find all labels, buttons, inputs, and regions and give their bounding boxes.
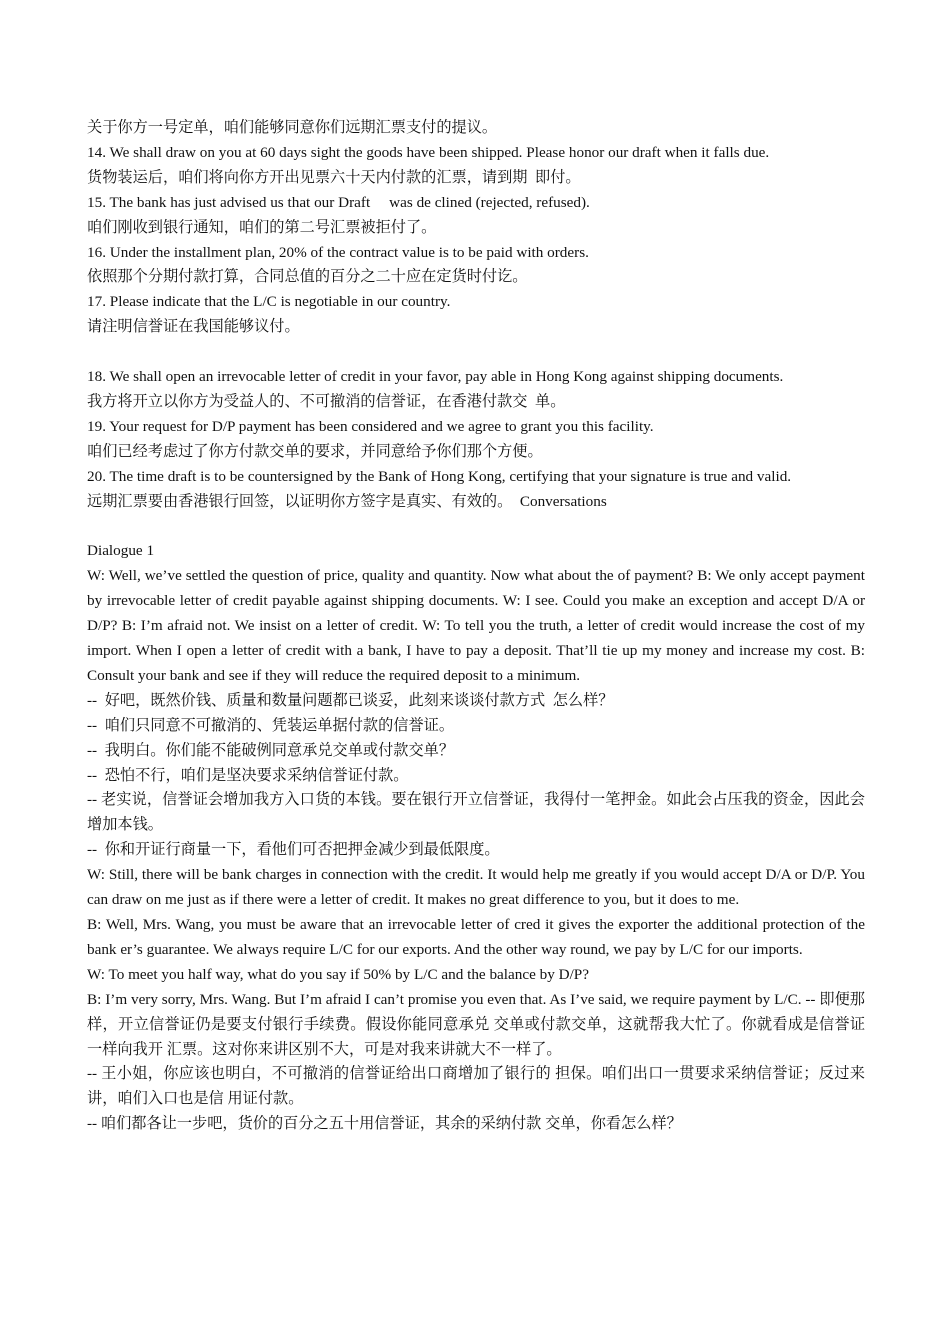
dialogue-heading: Dialogue 1 [87,542,155,560]
dialogue-chinese-line: -- 好吧，既然价钱、质量和数量问题都已谈妥，此刻来谈谈付款方式 怎么样？ [87,691,614,709]
dialogue-chinese-paragraph: -- 老实说，信誉证会增加我方入口货的本钱。要在银行开立信誉证，我得付一笔押金。如此会占压我的资金，因此会增加本钱。 [87,791,865,834]
translation-line: 咱们刚收到银行通知，咱们的第二号汇票被拒付了。 [87,218,437,236]
dialogue-chinese-paragraph: -- 王小姐，你应该也明白，不可撤消的信誉证给出口商增加了银行的 担保。咱们出口一贯要求采纳信誉证；反过来讲，咱们入口也是信 用证付款。 [87,1065,865,1108]
dialogue-english-paragraph: W: Still, there will be bank charges in connection with the credit. It would help me greatly if you would accept D/A or D/P. You can draw on me just as if there were a letter of credit. It makes no great difference to you, but it does to me. [87,866,865,909]
translation-line: 关于你方一号定单，咱们能够同意你们远期汇票支付的提议。 [87,119,498,136]
dialogue-chinese-line: -- 咱们只同意不可撤消的、凭装运单据付款的信誉证。 [87,716,455,734]
sentence-15: 15. The bank has just advised us that our Draft was de clined (rejected, refused). [87,193,590,211]
sentence-block-1 [87,116,865,340]
sentence-block-2 [87,365,865,514]
dialogue-english-paragraph: W: To meet you half way, what do you say if 50% by L/C and the balance by D/P? [87,965,589,983]
document-page [87,116,865,1137]
sentence-19: 19. Your request for D/P payment has been considered and we agree to grant you this facility. [87,417,654,435]
sentence-18: 18. We shall open an irrevocable letter of credit in your favor, pay able in Hong Kong against shipping documents. [87,368,784,386]
dialogue-section [87,539,865,1137]
sentence-14: 14. We shall draw on you at 60 days sight the goods have been shipped. Please honor our draft when it falls due. [87,143,770,161]
blank-line [87,514,865,539]
dialogue-english-paragraph: W: Well, we’ve settled the question of price, quality and quantity. Now what about the of payment? B: We only accept payment by irrevocable letter of credit payable against shipping documents. W: I see. Could you make an exception and accept D/A or D/P? B: I’m afraid not. We insist on a letter of credit. W: To tell you the truth, a letter of credit would increase the cost of my import. When I open a letter of credit with a bank, I have to pay a deposit. That’ll tie up my money and increase my cost. B: Consult your bank and see if they will reduce the required deposit to a minimum. [87,567,865,684]
dialogue-chinese-line: -- 恐怕不行，咱们是坚决要求采纳信誉证付款。 [87,766,409,784]
translation-line: 依照那个分期付款打算，合同总值的百分之二十应在定货时付讫。 [87,268,528,286]
sentence-16: 16. Under the installment plan, 20% of the contract value is to be paid with orders. [87,243,589,261]
dialogue-english-paragraph: B: Well, Mrs. Wang, you must be aware that an irrevocable letter of cred it gives the exporter the additional protection of the bank er’s guarantee. We always require L/C for our exports. And the other way round, we pay by L/C for our imports. [87,915,865,958]
blank-line [87,340,865,365]
translation-line: 远期汇票要由香港银行回签，以证明你方签字是真实、有效的。 Conversations [87,492,607,510]
translation-line: 我方将开立以你方为受益人的、不可撤消的信誉证，在香港付款交 单。 [87,392,566,410]
sentence-17: 17. Please indicate that the L/C is negotiable in our country. [87,293,451,311]
translation-line: 请注明信誉证在我国能够议付。 [87,318,300,336]
sentence-20: 20. The time draft is to be countersigned by the Bank of Hong Kong, certifying that your signature is true and valid. [87,467,792,485]
dialogue-chinese-paragraph: -- 咱们都各让一步吧，货价的百分之五十用信誉证，其余的采纳付款 交单，你看怎么样？ [87,1115,682,1133]
dialogue-chinese-line: -- 你和开证行商量一下，看他们可否把押金减少到最低限度。 [87,841,500,859]
dialogue-chinese-line: -- 我明白。你们能不能破例同意承兑交单或付款交单？ [87,741,455,759]
dialogue-mixed-paragraph: B: I’m very sorry, Mrs. Wang. But I’m afraid I can’t promise you even that. As I’ve said, we require payment by L/C. -- 即便那样，开立信誉证仍是要支付银行手续费。假设你能同意承兑 交单或付款交单，这就帮我大忙了。你就看成是信誉证一样向我开 汇票。这对你来讲区别不大，可是对我来讲就大不一样了。 [87,990,865,1058]
translation-line: 货物装运后，咱们将向你方开出见票六十天内付款的汇票，请到期 即付。 [87,168,581,186]
translation-line: 咱们已经考虑过了你方付款交单的要求，并同意给予你们那个方便。 [87,442,543,460]
